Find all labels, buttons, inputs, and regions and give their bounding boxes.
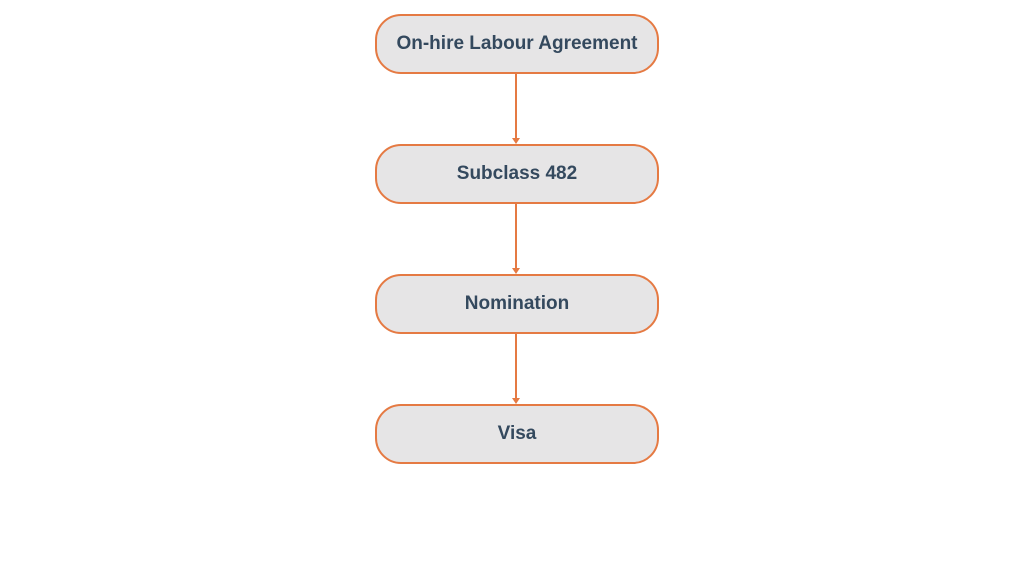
node-label: On-hire Labour Agreement (396, 33, 638, 54)
edge-2-3 (515, 204, 517, 268)
node-label: Visa (497, 423, 537, 444)
node-subclass-482 (375, 144, 659, 204)
edge-3-4 (515, 334, 517, 398)
node-visa (375, 404, 659, 464)
node-nomination (375, 274, 659, 334)
node-label: Subclass 482 (456, 163, 578, 184)
node-on-hire-labour-agreement (375, 14, 659, 74)
edge-1-2 (515, 74, 517, 138)
node-label: Nomination (464, 293, 570, 314)
